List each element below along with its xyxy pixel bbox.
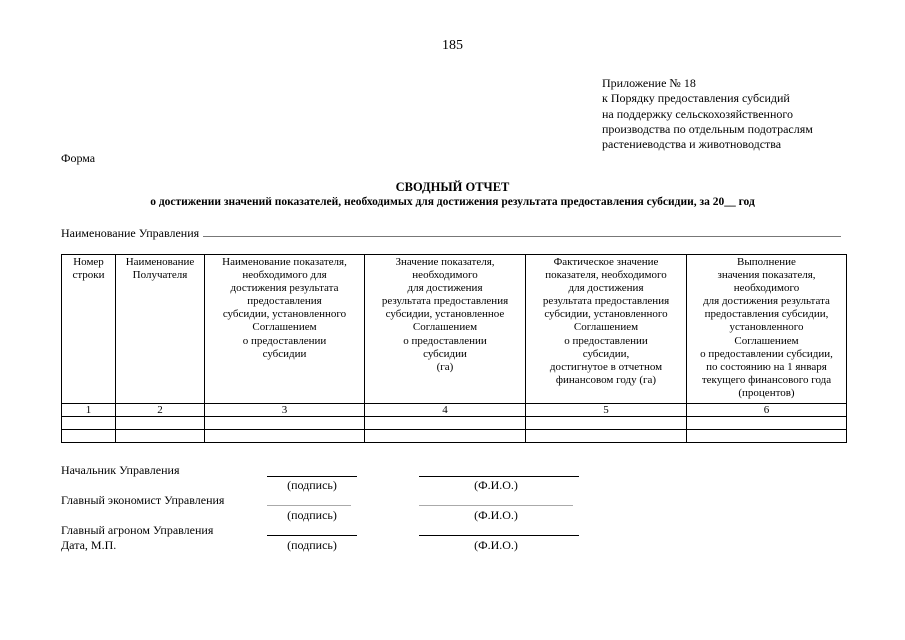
column-number: 4: [365, 404, 526, 417]
column-number: 3: [205, 404, 365, 417]
column-number-row: [62, 404, 847, 417]
header-cell-row-number: Номер строки: [62, 255, 116, 404]
appendix-block: [602, 76, 813, 152]
signature-line[interactable]: [267, 476, 357, 477]
header-cell-recipient: Наименование Получателя: [116, 255, 205, 404]
table-cell[interactable]: [365, 430, 526, 443]
signature-line[interactable]: [267, 505, 351, 506]
name-line[interactable]: [419, 505, 573, 506]
column-number: 5: [526, 404, 687, 417]
report-table: [61, 254, 847, 443]
header-cell-indicator-value: Значение показателя, необходимого для достижения результата предоставления субсидии, установленное Соглашением о предоставлении субсидии (га): [365, 255, 526, 404]
table-row: [62, 430, 847, 443]
table-cell[interactable]: [116, 430, 205, 443]
appendix-line: Приложение № 18: [602, 76, 696, 90]
table-row: [62, 417, 847, 430]
signature-line[interactable]: [267, 535, 357, 536]
signature-role-head: Начальник Управления: [61, 463, 180, 477]
table-cell[interactable]: [62, 430, 116, 443]
name-line[interactable]: [419, 535, 579, 536]
table-cell[interactable]: [205, 430, 365, 443]
appendix-line: на поддержку сельскохозяйственного: [602, 106, 794, 121]
table-cell[interactable]: [62, 417, 116, 430]
form-label: Форма: [61, 151, 96, 165]
table-cell[interactable]: [687, 417, 847, 430]
signature-caption: (подпись): [287, 538, 337, 552]
appendix-line: производства по отдельным подотраслям: [602, 121, 813, 136]
table-cell[interactable]: [526, 430, 687, 443]
name-caption: (Ф.И.О.): [474, 508, 518, 522]
name-line[interactable]: [419, 476, 579, 477]
signature-caption: (подпись): [287, 478, 337, 492]
signature-role-agronomist: Главный агроном Управления: [61, 523, 214, 537]
table-cell[interactable]: [526, 417, 687, 430]
document-subtitle: о достижении значений показателей, необходимых для достижения результата предоставления субсидии, за 20__ год: [150, 196, 755, 208]
department-field: [61, 226, 841, 241]
department-fill-line: [203, 226, 841, 237]
table-cell[interactable]: [687, 430, 847, 443]
signature-caption: (подпись): [287, 508, 337, 522]
column-number: 2: [116, 404, 205, 417]
signature-role-economist: Главный экономист Управления: [61, 493, 225, 507]
header-cell-indicator-name: Наименование показателя, необходимого для достижения результата предоставления субсидии, установленного Соглашением о предоставлении субсидии: [205, 255, 365, 404]
document-title: СВОДНЫЙ ОТЧЕТ: [395, 180, 510, 194]
page-number: 185: [442, 38, 463, 53]
name-caption: (Ф.И.О.): [474, 478, 518, 492]
signature-date-stamp: Дата, М.П.: [61, 538, 117, 552]
table-cell[interactable]: [116, 417, 205, 430]
department-label: Наименование Управления: [61, 226, 200, 240]
appendix-line: к Порядку предоставления субсидий: [602, 91, 790, 106]
table-cell[interactable]: [365, 417, 526, 430]
column-number: 1: [62, 404, 116, 417]
table-header-row: [62, 255, 847, 404]
column-number: 6: [687, 404, 847, 417]
header-cell-actual-value: Фактическое значение показателя, необходимого для достижения результата предоставления субсидии, установленного Соглашением о предоставлении субсидии, достигнутое в отчетном финансовом году (га): [526, 255, 687, 404]
appendix-line: растениеводства и животноводства: [602, 137, 782, 152]
table-cell[interactable]: [205, 417, 365, 430]
header-cell-completion: Выполнение значения показателя, необходимого для достижения результата предоставления субсидии, установленного Соглашением о предоставлении субсидии, по состоянию на 1 января текущего финансового года (процентов): [687, 255, 847, 404]
name-caption: (Ф.И.О.): [474, 538, 518, 552]
